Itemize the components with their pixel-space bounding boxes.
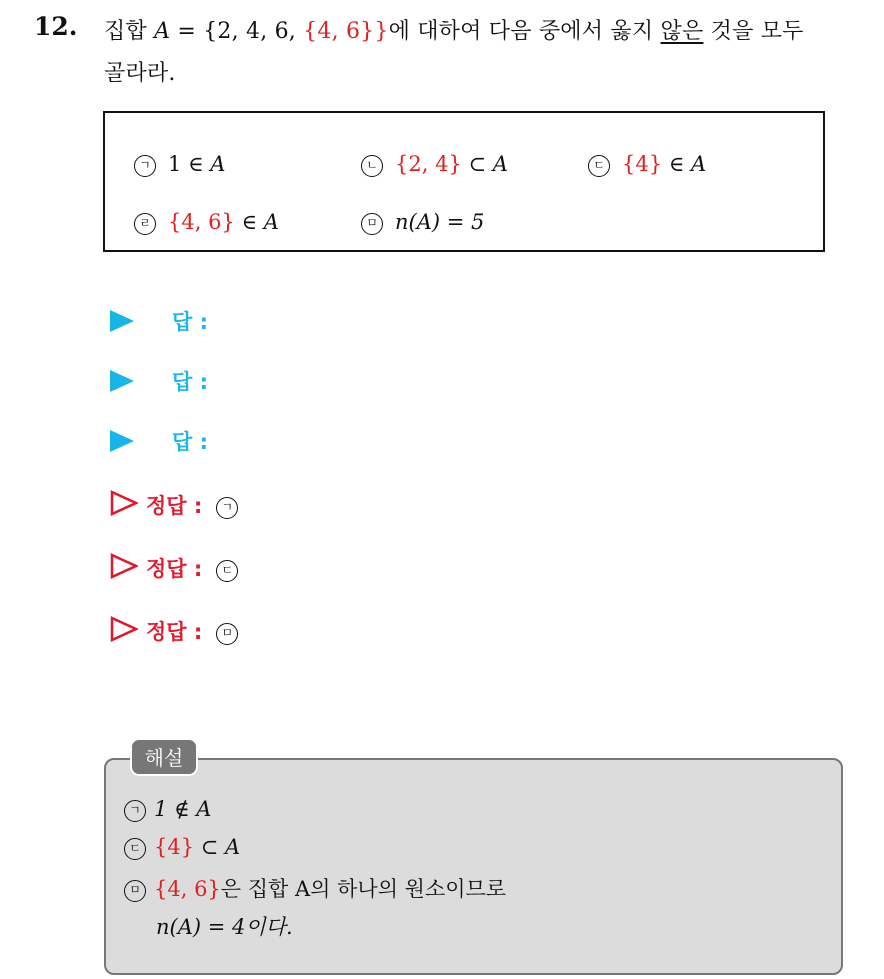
option-4 [134,210,279,235]
question-text-line-1 [104,14,804,45]
explanation-red-text: {4, 6} [154,877,221,901]
explanation-line-1 [124,797,211,822]
question-set-inner: {4, 6} [303,19,375,44]
option-marker: ㄹ [134,213,156,235]
option-var: A [210,152,226,176]
option-red-text: {2, 4} [395,152,462,176]
explanation-line-3 [124,873,506,903]
correct-answer-row-3 [110,616,250,646]
option-var: A [492,152,508,176]
option-text: 1 ∈ [168,152,211,176]
explanation-line-2 [124,835,240,860]
option-text: ⊂ [461,152,493,176]
option-text: ∈ [234,210,264,234]
answer-label: 답 : [172,430,208,454]
option-red-text: {4} [622,152,663,176]
explanation-title: 해설 [130,738,198,776]
correct-answer-marker: ㄷ [216,560,238,582]
explanation-red-text: {4} [154,835,195,859]
explanation-box [104,758,843,975]
option-marker: ㄱ [134,155,156,177]
explanation-text: 은 집합 A의 하나의 원소이므로 [220,877,507,901]
question-set-intro: 집합 [104,19,147,44]
outline-triangle-icon [110,490,138,516]
explanation-line-4 [156,911,293,941]
option-text: ∈ [662,152,691,176]
question-after-text: 것을 모두 [703,19,804,44]
correct-answer-label: 정답 : [146,620,203,644]
answer-row-1 [110,306,208,336]
play-triangle-icon [110,310,134,332]
play-triangle-icon [110,370,134,392]
option-marker: ㄷ [588,155,610,177]
correct-answer-marker: ㅁ [216,623,238,645]
option-3 [588,152,706,177]
question-set-open: = {2, 4, 6, [170,19,304,44]
answer-label: 답 : [172,370,208,394]
answer-row-3 [110,426,208,456]
answer-row-2 [110,366,208,396]
option-5 [361,210,484,235]
question-number: 12. [34,12,78,41]
correct-answer-label: 정답 : [146,557,203,581]
explanation-text: ⊂ A [194,835,241,859]
explanation-text: 1 ∉ A [154,797,212,821]
explanation-marker: ㄱ [124,800,146,822]
correct-answer-label: 정답 : [146,494,203,518]
question-text-line-2: 골라라. [104,61,176,86]
correct-answer-row-2 [110,553,250,583]
outline-triangle-icon [110,616,138,642]
option-marker: ㄴ [361,155,383,177]
correct-answer-marker: ㄱ [216,497,238,519]
explanation-text: n(A) = 4이다. [156,915,293,939]
explanation-marker: ㅁ [124,880,146,902]
option-var: A [691,152,707,176]
play-triangle-icon [110,430,134,452]
option-2 [361,152,508,177]
option-red-text: {4, 6} [168,210,235,234]
answer-label: 답 : [172,310,208,334]
outline-triangle-icon [110,553,138,579]
option-var: A [263,210,279,234]
correct-answer-row-1 [110,490,250,520]
explanation-marker: ㄷ [124,838,146,860]
option-1 [134,152,225,177]
option-marker: ㅁ [361,213,383,235]
option-text: n(A) = 5 [395,210,485,234]
question-set-var: A [154,19,171,44]
question-emphasis: 않은 [660,19,704,44]
question-mid-text: 에 대하여 다음 중에서 옳지 [388,19,661,44]
question-set-close: } [374,19,389,44]
